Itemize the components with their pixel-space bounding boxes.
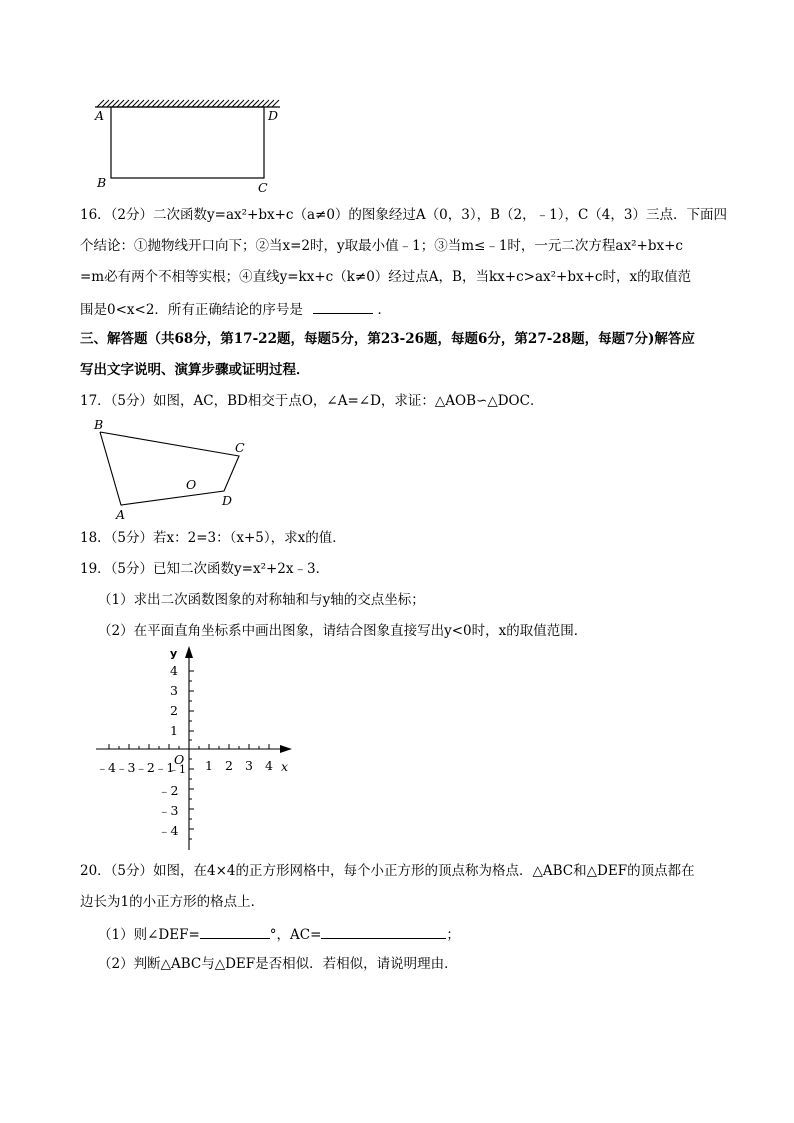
y-tick-neg-2: ﹣2 [158,783,179,798]
point-label-a: A [95,108,105,123]
y-tick-4: 4 [170,663,178,678]
y-tick-2: 2 [170,703,178,718]
q20-part-1-end: ； [446,927,460,943]
q20-part-1 [98,924,460,944]
y-tick-1: 1 [170,723,178,738]
point-label-b: B [97,175,107,190]
q20-part-1-middle: °，AC= [269,927,322,943]
x-tick-3: 3 [245,758,253,773]
q16-line-3: =m必有两个不相等实根；④直线y=kx+c（k≠0）经过点A，B，当kx+c>ax²+bx+c时，x的取值范 [80,269,692,285]
q17-label-o: O [186,477,197,492]
q18-text: 18．（5分）若x：2=3：（x+5），求x的值． [80,530,346,546]
y-tick-neg-4: ﹣4 [158,823,179,838]
q20-part-2: （2）判断△ABC与△DEF是否相似．若相似，请说明理由． [98,956,458,972]
q16-line-4-text: 围是0<x<2．所有正确结论的序号是 [80,302,303,318]
y-axis-label: y [170,647,178,660]
x-tick-1: 1 [205,758,213,773]
q19-text: 19．（5分）已知二次函数y=x²+2x﹣3． [80,561,330,577]
q16-line-4-end: ． [377,302,392,318]
origin-label: O [174,752,185,767]
q16-line-1: 16．（2分）二次函数y=ax²+bx+c（a≠0）的图象经过A（0，3），B（2，﹣1），C（4，3）三点．下面四 [80,207,727,223]
point-label-d: D [268,108,279,123]
q17-label-a: A [116,507,126,522]
x-axis-label: x [281,759,289,774]
x-ticks-negative: ﹣4﹣3﹣2﹣1 [96,760,174,775]
q20-line-1: 20．（5分）如图，在4×4的正方形网格中，每个小正方形的顶点称为格点．△ABC和△DEF的顶点都在 [80,863,695,879]
x-tick-2: 2 [225,758,233,773]
point-label-c: C [258,180,268,195]
angle-def-answer-blank[interactable] [200,924,270,939]
q19-part-1: （1）求出二次函数图象的对称轴和与y轴的交点坐标； [98,592,425,608]
q17-label-b: B [94,417,104,432]
q19-part-2: （2）在平面直角坐标系中画出图象，请结合图象直接写出y<0时，x的取值范围． [98,623,588,639]
section-3-heading-line-1: 三、解答题（共68分，第17-22题，每题5分，第23-26题，每题6分，第27-28题，每题7分)解答应 [80,331,695,347]
y-tick-3: 3 [170,683,178,698]
q17-label-d: D [222,493,233,508]
q17-label-c: C [235,440,245,455]
y-tick-neg-1: ﹣1 [168,763,186,776]
q17-text: 17．（5分）如图，AC，BD相交于点O，∠A=∠D，求证：△AOB∽△DOC． [80,393,544,409]
section-3-heading-line-2: 写出文字说明、演算步骤或证明过程． [80,362,310,378]
x-tick-4: 4 [265,758,273,773]
q16-line-2: 个结论：①抛物线开口向下；②当x=2时，y取最小值﹣1；③当m≤﹣1时，一元二次方程ax²+bx+c [80,238,683,254]
q20-line-2: 边长为1的小正方形的格点上． [80,894,265,910]
y-tick-neg-3: ﹣3 [158,803,179,818]
ac-answer-blank[interactable] [321,924,446,939]
q20-part-1-prefix: （1）则∠DEF= [98,927,200,943]
